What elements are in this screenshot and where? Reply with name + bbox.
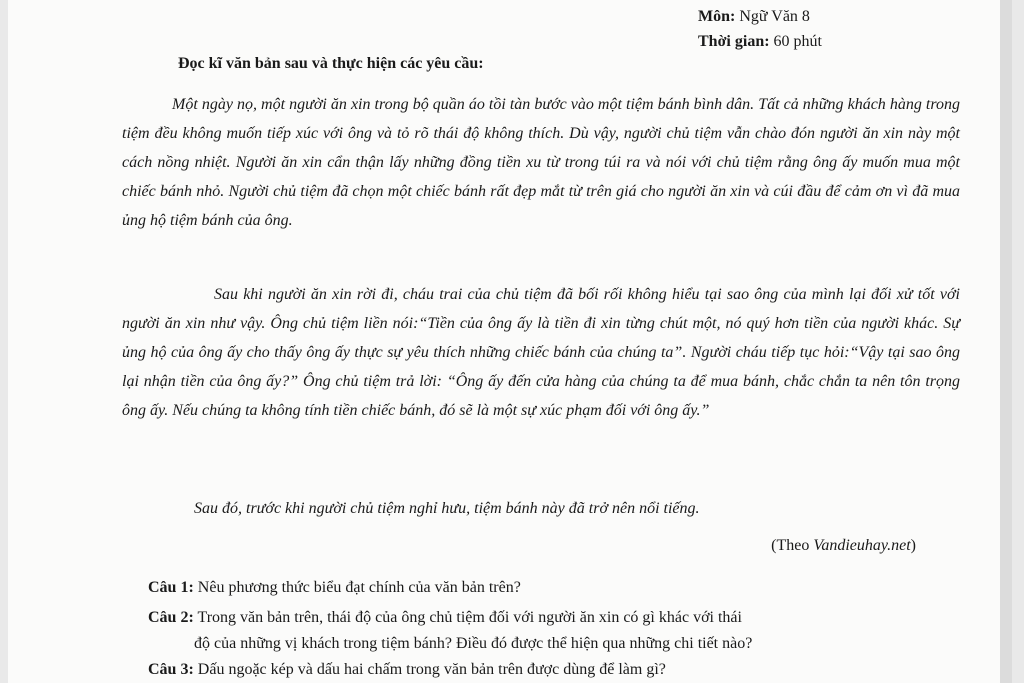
- reading-instruction: Đọc kĩ văn bản sau và thực hiện các yêu cầu:: [178, 55, 484, 72]
- question-1-text: Nêu phương thức biểu đạt chính của văn bản trên?: [197, 579, 521, 596]
- question-1-label: Câu 1:: [148, 579, 194, 596]
- question-3-label: Câu 3:: [148, 661, 194, 678]
- source-prefix: (Theo: [771, 537, 814, 554]
- subject-line: [698, 4, 822, 29]
- subject-value: Ngữ Văn 8: [739, 8, 810, 25]
- passage-paragraph-1-text: Một ngày nọ, một người ăn xin trong bộ quần áo tồi tàn bước vào một tiệm bánh bình dân. Tất cả những khách hàng trong tiệm đều không muốn tiếp xúc với ông và tỏ rõ thái độ không thích. Dù vậy, người chủ tiệm vẫn chào đón người ăn xin này một cách nồng nhiệt. Người ăn xin cẩn thận lấy những đồng tiền xu từ trong túi ra và nói với chủ tiệm rằng ông ấy muốn mua một chiếc bánh nhỏ. Người chủ tiệm đã chọn một chiếc bánh rất đẹp mắt từ trên giá cho người ăn xin và cúi đầu để cảm ơn vì đã mua ủng hộ tiệm bánh của ông.: [122, 96, 960, 229]
- time-label: Thời gian:: [698, 33, 770, 50]
- document-page: [8, 0, 1012, 683]
- passage-paragraph-3: Sau đó, trước khi người chủ tiệm nghỉ hưu, tiệm bánh này đã trở nên nổi tiếng.: [194, 500, 700, 517]
- passage-paragraph-1: [122, 90, 960, 235]
- source-citation: [771, 537, 916, 555]
- passage-paragraph-2-text: Sau khi người ăn xin rời đi, cháu trai của chủ tiệm đã bối rối không hiểu tại sao ông của mình lại đối xử tốt với người ăn xin như vậy. Ông chủ tiệm liền nói:“Tiền của ông ấy là tiền đi xin từng chút một, nó quý hơn tiền của người khác. Sự ủng hộ của ông ấy cho thấy ông ấy thực sự yêu thích những chiếc bánh của chúng ta”. Người cháu tiếp tục hỏi:“Vậy tại sao ông lại nhận tiền của ông ấy?” Ông chủ tiệm trả lời: “Ông ấy đến cửa hàng của chúng ta để mua bánh, chắc chắn ta nên tôn trọng ông ấy. Nếu chúng ta không tính tiền chiếc bánh, đó sẽ là một sự xúc phạm đối với ông ấy.”: [122, 286, 960, 419]
- subject-label: Môn:: [698, 8, 736, 25]
- source-suffix: ): [910, 537, 916, 554]
- passage-paragraph-2: [122, 280, 960, 425]
- time-value: 60 phút: [773, 33, 822, 50]
- question-2-line-1: Trong văn bản trên, thái độ của ông chủ tiệm đối với người ăn xin có gì khác với thái: [197, 609, 742, 626]
- question-3: [148, 657, 968, 683]
- question-3-text: Dấu ngoặc kép và dấu hai chấm trong văn bản trên được dùng để làm gì?: [197, 661, 666, 678]
- source-site: Vandieuhay.net: [813, 537, 911, 554]
- question-2-line-2: độ của những vị khách trong tiệm bánh? Điều đó được thể hiện qua những chi tiết nào?: [194, 635, 753, 652]
- exam-header: [698, 4, 822, 54]
- question-1: [148, 575, 968, 601]
- question-2: [148, 605, 968, 657]
- page-edge-shadow: [1000, 0, 1012, 683]
- question-2-label: Câu 2:: [148, 609, 194, 626]
- time-line: [698, 29, 822, 54]
